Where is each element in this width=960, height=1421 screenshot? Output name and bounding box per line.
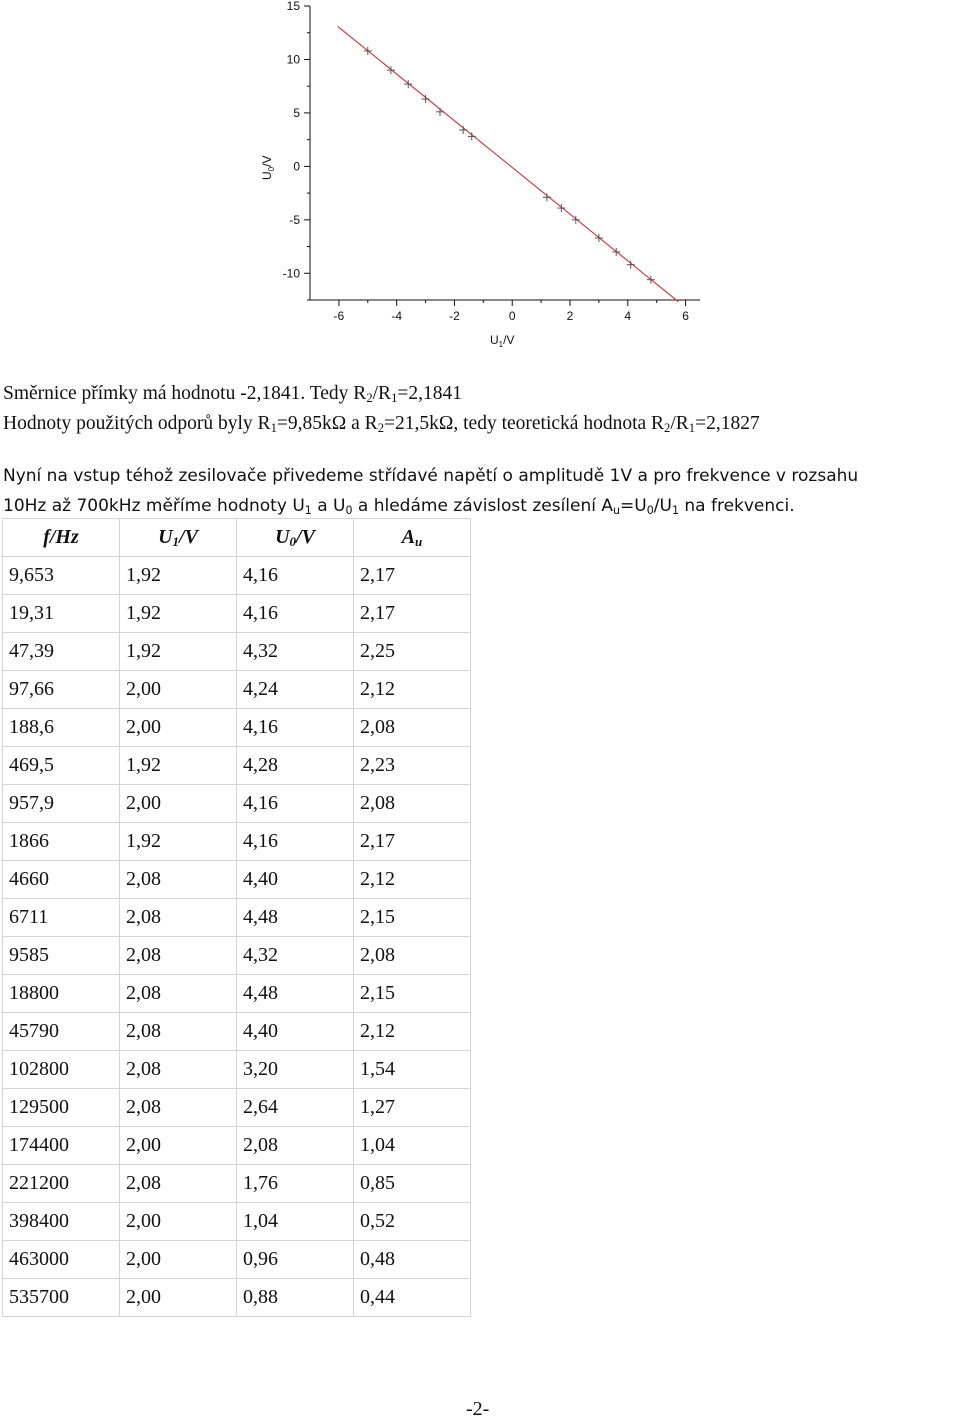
header-sub: 0 [289, 534, 297, 549]
table-cell: 2,00 [120, 709, 237, 747]
table-cell: 4,16 [237, 785, 354, 823]
table-cell: 2,08 [120, 1089, 237, 1127]
table-cell: 2,17 [354, 823, 471, 861]
x-tick-label: 2 [566, 309, 574, 323]
table-row [3, 557, 471, 595]
text-segment: =9,85kΩ a R [276, 413, 378, 434]
subscript: u [613, 504, 621, 517]
table-cell: 0,48 [354, 1241, 471, 1279]
table-cell: 2,00 [120, 785, 237, 823]
table-row [3, 633, 471, 671]
table-row [3, 747, 471, 785]
table-cell: 4,48 [237, 899, 354, 937]
table-cell: 2,15 [354, 899, 471, 937]
text-segment: =2,1841 [397, 383, 463, 404]
y-axis-label [260, 156, 276, 180]
table-cell: 2,00 [120, 1279, 237, 1317]
header-text: A [401, 526, 416, 548]
table-header-row [3, 519, 471, 557]
table-cell: 1,92 [120, 557, 237, 595]
y-tick-label: -10 [282, 266, 300, 281]
subscript: 2 [664, 421, 671, 435]
x-tick-label: 6 [682, 309, 689, 323]
table-cell: 4,16 [237, 557, 354, 595]
table-row [3, 671, 471, 709]
table-cell: 2,08 [120, 975, 237, 1013]
table-cell: 2,15 [354, 975, 471, 1013]
table-cell: 2,08 [120, 1165, 237, 1203]
x-label-sub: 1 [498, 340, 504, 349]
text-segment: =2,1827 [695, 413, 760, 434]
text-line-slope [3, 382, 462, 406]
table-cell: 4,40 [237, 861, 354, 899]
x-tick-label: -4 [391, 309, 403, 323]
x-tick-label: 0 [508, 309, 516, 323]
table-cell: 469,5 [3, 747, 120, 785]
table-cell: 97,66 [3, 671, 120, 709]
subscript: 0 [646, 504, 654, 517]
table-cell: 463000 [3, 1241, 120, 1279]
table-cell: 0,85 [354, 1165, 471, 1203]
data-point [436, 108, 444, 116]
table-cell: 47,39 [3, 633, 120, 671]
table-cell: 2,00 [120, 1203, 237, 1241]
text-segment: na frekvenci. [678, 496, 795, 516]
y-label-unit: /V [260, 155, 274, 167]
table-row [3, 1127, 471, 1165]
x-tick-label: 4 [624, 309, 632, 323]
subscript: 1 [671, 504, 679, 517]
table-row [3, 1203, 471, 1241]
text-segment: a U [311, 496, 346, 516]
table-cell: 2,08 [354, 937, 471, 975]
y-tick-label: 10 [286, 52, 300, 67]
subscript: 1 [270, 421, 277, 435]
table-cell: 2,12 [354, 1013, 471, 1051]
table-row [3, 595, 471, 633]
table-cell: 1,04 [354, 1127, 471, 1165]
table-cell: 2,17 [354, 595, 471, 633]
table-cell: 1,27 [354, 1089, 471, 1127]
data-point [459, 126, 467, 134]
table-cell: 3,20 [237, 1051, 354, 1089]
table-cell: 221200 [3, 1165, 120, 1203]
table-cell: 0,88 [237, 1279, 354, 1317]
table-cell: 4,24 [237, 671, 354, 709]
table-cell: 2,25 [354, 633, 471, 671]
table-cell: 9585 [3, 937, 120, 975]
table-cell: 19,31 [3, 595, 120, 633]
y-label-sub: 0 [267, 166, 276, 172]
table-cell: 2,12 [354, 671, 471, 709]
table-cell: 1,76 [237, 1165, 354, 1203]
table-cell: 1,92 [120, 823, 237, 861]
table-row [3, 861, 471, 899]
table-row [3, 785, 471, 823]
text-line-resistors [3, 412, 760, 436]
table-cell: 0,44 [354, 1279, 471, 1317]
measurement-table [2, 518, 471, 1317]
table-cell: 2,00 [120, 1127, 237, 1165]
text-segment: 10Hz až 700kHz měříme hodnoty U [3, 496, 305, 516]
data-point [543, 193, 551, 201]
table-cell: 4,48 [237, 975, 354, 1013]
table-cell: 18800 [3, 975, 120, 1013]
text-segment: /U [653, 496, 672, 516]
table-body [3, 557, 471, 1317]
text-segment: a hledáme závislost zesílení A [352, 496, 614, 516]
text-segment: /R [372, 383, 392, 404]
table-cell: 6711 [3, 899, 120, 937]
table-row [3, 937, 471, 975]
header-text: U [158, 526, 173, 548]
table-row [3, 1013, 471, 1051]
table-cell: 398400 [3, 1203, 120, 1241]
table-row [3, 1241, 471, 1279]
data-point [627, 261, 635, 269]
table-row [3, 1279, 471, 1317]
table-cell: 174400 [3, 1127, 120, 1165]
table-cell: 1,92 [120, 595, 237, 633]
x-label-unit: /V [503, 333, 515, 347]
table-cell: 2,08 [120, 1013, 237, 1051]
table-cell: 4,28 [237, 747, 354, 785]
data-point [468, 132, 476, 140]
x-axis-label [490, 333, 514, 349]
header-text: U [275, 526, 290, 548]
subscript: 2 [366, 391, 373, 405]
x-tick-label: -6 [333, 309, 345, 323]
table-row [3, 823, 471, 861]
text-segment: =21,5kΩ, tedy teoretická hodnota R [384, 413, 665, 434]
header-u0 [237, 519, 354, 557]
header-frequency [3, 519, 120, 557]
y-tick-label: 0 [293, 159, 300, 174]
x-label-main: U [490, 333, 499, 347]
table-cell: 2,08 [354, 709, 471, 747]
fit-line [338, 26, 679, 301]
subscript: 1 [391, 391, 398, 405]
text-segment: Hodnoty použitých odporů byly R [3, 413, 271, 434]
table-cell: 2,08 [237, 1127, 354, 1165]
table-cell: 129500 [3, 1089, 120, 1127]
text-segment: Směrnice přímky má hodnotu -2,1841. Tedy R [3, 383, 367, 404]
subscript: 2 [377, 421, 385, 435]
table-row [3, 1165, 471, 1203]
text-segment: =U [620, 496, 647, 516]
text-line-measurement [3, 494, 795, 518]
y-tick-label: -5 [289, 212, 300, 227]
table-cell: 1,04 [237, 1203, 354, 1241]
table-cell: 4660 [3, 861, 120, 899]
table-cell: 2,08 [354, 785, 471, 823]
header-u1 [120, 519, 237, 557]
header-unit: /V [296, 526, 315, 548]
table-row [3, 899, 471, 937]
y-label-main: U [260, 171, 274, 180]
table-cell: 2,08 [120, 937, 237, 975]
table-cell: 2,17 [354, 557, 471, 595]
y-tick-label: 5 [293, 105, 300, 120]
header-au [354, 519, 471, 557]
table-cell: 102800 [3, 1051, 120, 1089]
text-line-intro [3, 464, 858, 488]
header-sub: u [415, 534, 423, 549]
chart-u0-vs-u1 [0, 0, 960, 360]
table-cell: 4,16 [237, 709, 354, 747]
table-cell: 4,40 [237, 1013, 354, 1051]
table-cell: 2,64 [237, 1089, 354, 1127]
table-cell: 2,08 [120, 861, 237, 899]
table-cell: 4,32 [237, 937, 354, 975]
table-cell: 2,08 [120, 899, 237, 937]
table-cell: 2,12 [354, 861, 471, 899]
table-cell: 188,6 [3, 709, 120, 747]
header-sub: 1 [172, 534, 180, 549]
subscript: 0 [345, 504, 353, 517]
table-cell: 4,16 [237, 595, 354, 633]
table-row [3, 1051, 471, 1089]
table-cell: 1,54 [354, 1051, 471, 1089]
table-cell: 4,32 [237, 633, 354, 671]
table-cell: 957,9 [3, 785, 120, 823]
data-point [422, 95, 430, 103]
table-cell: 0,96 [237, 1241, 354, 1279]
table-cell: 2,08 [120, 1051, 237, 1089]
table-cell: 1866 [3, 823, 120, 861]
table-cell: 2,00 [120, 671, 237, 709]
page-number: -2- [466, 1398, 490, 1420]
table-cell: 2,00 [120, 1241, 237, 1279]
table-cell: 0,52 [354, 1203, 471, 1241]
x-tick-label: -2 [449, 309, 460, 323]
header-unit: /V [179, 526, 198, 548]
text-segment: /R [670, 413, 689, 434]
table-cell: 4,16 [237, 823, 354, 861]
table-cell: 535700 [3, 1279, 120, 1317]
subscript: 1 [304, 504, 312, 517]
y-tick-label: 15 [286, 0, 300, 13]
table-cell: 9,653 [3, 557, 120, 595]
table-cell: 1,92 [120, 747, 237, 785]
table-cell: 1,92 [120, 633, 237, 671]
table-cell: 2,23 [354, 747, 471, 785]
header-text: f/Hz [43, 526, 79, 548]
subscript: 1 [688, 421, 696, 435]
table-row [3, 709, 471, 747]
table-row [3, 1089, 471, 1127]
text-segment: Nyní na vstup téhož zesilovače přivedeme střídavé napětí o amplitudě 1V a pro frekvence v rozsahu [3, 466, 859, 486]
table-row [3, 975, 471, 1013]
table-cell: 45790 [3, 1013, 120, 1051]
